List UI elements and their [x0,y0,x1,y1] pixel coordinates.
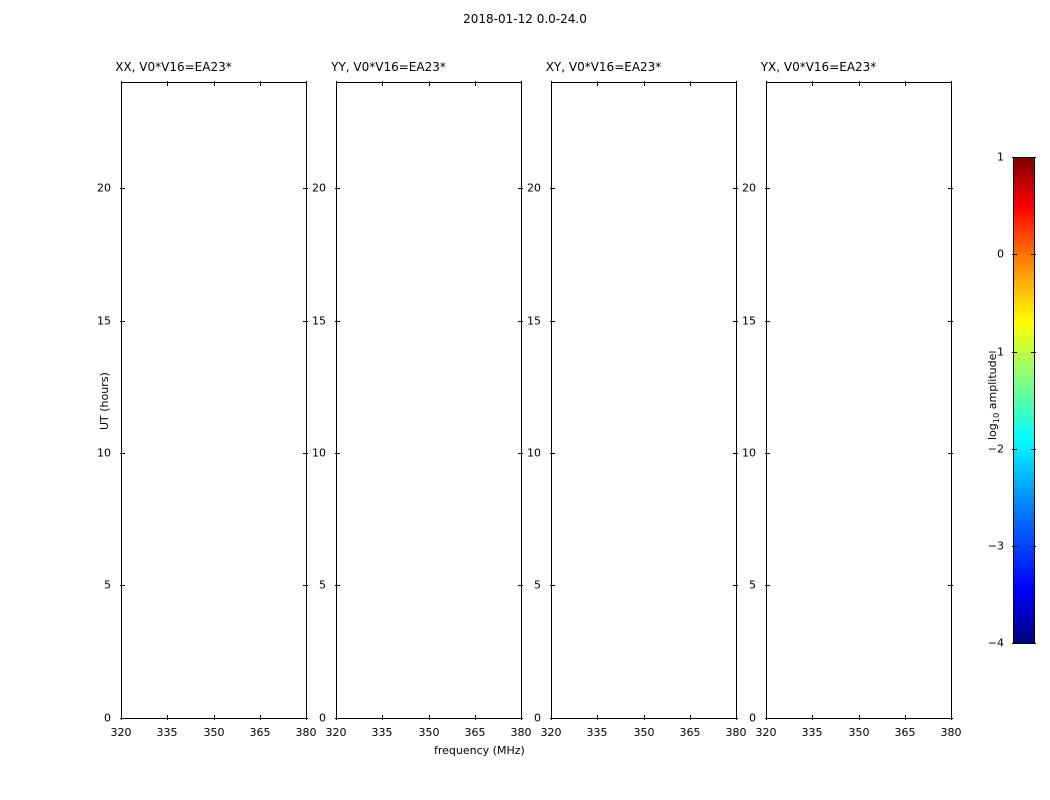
xtick-label: 335 [586,726,608,739]
ytick-label: 15 [97,314,111,328]
xtick-label: 380 [295,726,317,739]
xtick-label: 350 [633,726,655,739]
colorbar-tick-label: −2 [987,442,1004,456]
ytick-label: 15 [527,314,541,328]
x-axis-label: frequency (MHz) [434,744,525,757]
colorbar-gradient [1013,157,1035,644]
xtick-label: 350 [203,726,225,739]
ytick-label: 20 [742,181,756,195]
panel-title-yx: YX, V0*V16=EA23* [760,60,877,74]
xtick-label: 380 [940,726,962,739]
xtick-label: 380 [725,726,747,739]
xtick-label: 320 [110,726,132,739]
ytick-label: 0 [749,711,756,725]
xtick-label: 365 [894,726,916,739]
ytick-label: 10 [527,446,541,460]
colorbar-tick-label: 1 [997,150,1004,164]
ytick-label: 15 [742,314,756,328]
panel-axes-frame-yx [766,82,952,719]
ytick-label: 15 [312,314,326,328]
colorbar-tick-label: −4 [987,636,1004,650]
panel-axes-frame-xy [551,82,737,719]
xtick-label: 365 [679,726,701,739]
figure-suptitle: 2018-01-12 0.0-24.0 [463,12,587,26]
xtick-label: 320 [540,726,562,739]
colorbar-tick-label: 0 [997,247,1004,261]
ytick-label: 10 [97,446,111,460]
panel-title-yy: YY, V0*V16=EA23* [331,60,446,74]
ytick-label: 5 [749,578,756,592]
colorbar-axis-label [986,354,1001,440]
ytick-label: 20 [527,181,541,195]
ytick-label: 5 [319,578,326,592]
xtick-label: 350 [848,726,870,739]
ytick-label: 0 [104,711,111,725]
panel-title-xx: XX, V0*V16=EA23* [115,60,232,74]
panel-axes-frame-xx [121,82,307,719]
xtick-label: 335 [801,726,823,739]
xtick-label: 350 [418,726,440,739]
ytick-label: 20 [312,181,326,195]
ytick-label: 0 [534,711,541,725]
xtick-label: 380 [510,726,532,739]
ytick-label: 20 [97,181,111,195]
xtick-label: 320 [755,726,777,739]
panel-title-xy: XY, V0*V16=EA23* [545,60,662,74]
ytick-label: 0 [319,711,326,725]
xtick-label: 365 [464,726,486,739]
plot-panel-yx [742,60,962,739]
xtick-label: 335 [371,726,393,739]
ytick-label: 5 [104,578,111,592]
colorbar-label-prefix: log [986,423,999,440]
colorbar-label-suffix: amplitude [986,353,999,413]
plot-panel-yy [312,60,532,739]
xtick-label: 335 [156,726,178,739]
colorbar-tick-label: −3 [987,539,1004,553]
ytick-label: 10 [312,446,326,460]
y-axis-label: UT (hours) [98,372,111,430]
panel-axes-frame-yy [336,82,522,719]
colorbar-tick-label: −1 [987,345,1004,359]
plot-panel-xy [527,60,747,739]
ytick-label: 5 [534,578,541,592]
colorbar-label-subscript: 10 [991,412,1002,424]
xtick-label: 320 [325,726,347,739]
ytick-label: 10 [742,446,756,460]
xtick-label: 365 [249,726,271,739]
